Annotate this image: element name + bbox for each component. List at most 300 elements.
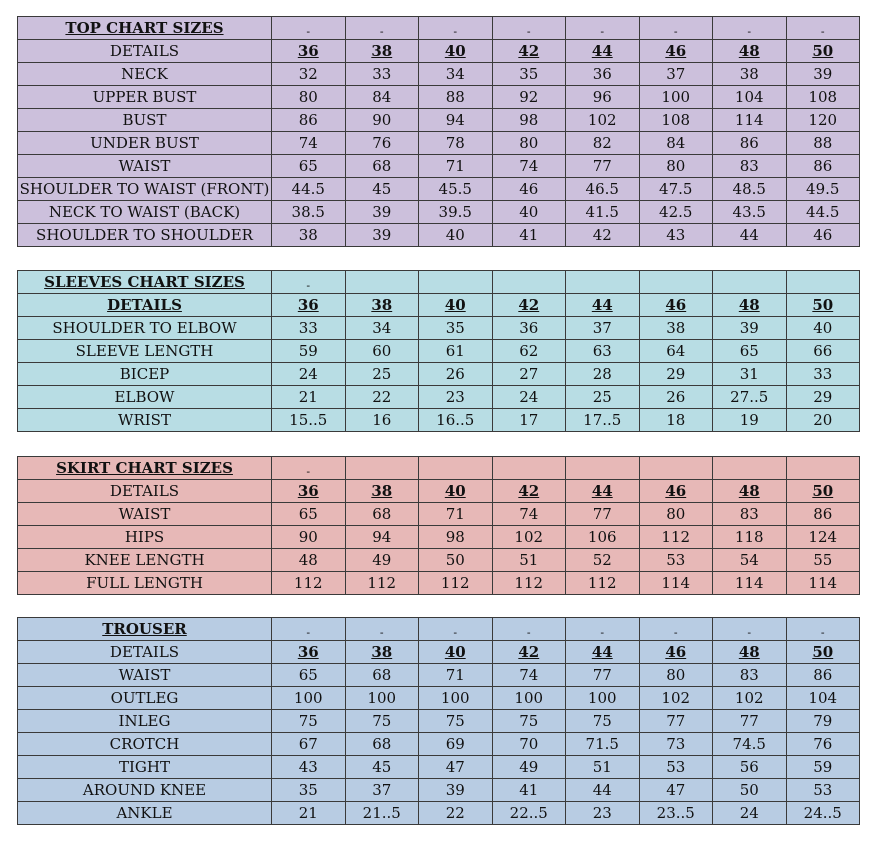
value-cell: 45.5 [419, 178, 493, 201]
size-header: 40 [419, 294, 493, 317]
value-cell: 98 [419, 526, 493, 549]
table-row [18, 224, 860, 247]
header-row [18, 40, 860, 63]
value-cell: 20 [786, 409, 860, 432]
value-cell: 37 [566, 317, 640, 340]
size-header: 44 [566, 641, 640, 664]
row-label: WRIST [18, 409, 272, 432]
value-cell: 38 [639, 317, 713, 340]
value-cell: 42.5 [639, 201, 713, 224]
dash-cell: - [345, 17, 419, 40]
value-cell: 90 [345, 109, 419, 132]
size-header: 38 [345, 40, 419, 63]
value-cell: 16 [345, 409, 419, 432]
table-row [18, 63, 860, 86]
value-cell: 71 [419, 155, 493, 178]
value-cell: 53 [786, 779, 860, 802]
value-cell: 22..5 [492, 802, 566, 825]
value-cell: 98 [492, 109, 566, 132]
value-cell: 124 [786, 526, 860, 549]
value-cell: 28 [566, 363, 640, 386]
row-label: WAIST [18, 503, 272, 526]
value-cell: 63 [566, 340, 640, 363]
dash-cell: - [786, 618, 860, 641]
table-row [18, 340, 860, 363]
table-row [18, 526, 860, 549]
value-cell: 102 [492, 526, 566, 549]
size-header: 44 [566, 294, 640, 317]
value-cell: 84 [345, 86, 419, 109]
value-cell: 33 [786, 363, 860, 386]
value-cell: 35 [492, 63, 566, 86]
value-cell: 59 [272, 340, 346, 363]
value-cell: 70 [492, 733, 566, 756]
dash-cell [492, 271, 566, 294]
value-cell: 100 [345, 687, 419, 710]
value-cell: 79 [786, 710, 860, 733]
value-cell: 17..5 [566, 409, 640, 432]
size-header: 38 [345, 480, 419, 503]
dash-cell: - [492, 618, 566, 641]
table-row [18, 503, 860, 526]
table-title: TROUSER [18, 618, 272, 641]
details-label: DETAILS [18, 294, 272, 317]
value-cell: 90 [272, 526, 346, 549]
value-cell: 73 [639, 733, 713, 756]
table-row [18, 178, 860, 201]
row-label: NECK [18, 63, 272, 86]
value-cell: 78 [419, 132, 493, 155]
details-label: DETAILS [18, 480, 272, 503]
value-cell: 65 [272, 664, 346, 687]
value-cell: 25 [345, 363, 419, 386]
value-cell: 68 [345, 155, 419, 178]
size-header: 46 [639, 641, 713, 664]
size-header: 36 [272, 40, 346, 63]
value-cell: 96 [566, 86, 640, 109]
table-row [18, 710, 860, 733]
value-cell: 39.5 [419, 201, 493, 224]
value-cell: 77 [566, 503, 640, 526]
value-cell: 68 [345, 733, 419, 756]
size-header: 40 [419, 40, 493, 63]
dash-cell [639, 457, 713, 480]
dash-cell: - [492, 17, 566, 40]
value-cell: 114 [786, 572, 860, 595]
row-label: ELBOW [18, 386, 272, 409]
value-cell: 61 [419, 340, 493, 363]
size-header: 40 [419, 641, 493, 664]
row-label: WAIST [18, 155, 272, 178]
value-cell: 75 [272, 710, 346, 733]
value-cell: 80 [492, 132, 566, 155]
value-cell: 114 [713, 572, 787, 595]
value-cell: 39 [786, 63, 860, 86]
value-cell: 80 [639, 155, 713, 178]
table-row [18, 733, 860, 756]
value-cell: 86 [713, 132, 787, 155]
dash-cell: - [272, 618, 346, 641]
size-header: 38 [345, 641, 419, 664]
value-cell: 40 [419, 224, 493, 247]
table-row [18, 664, 860, 687]
value-cell: 48.5 [713, 178, 787, 201]
value-cell: 68 [345, 664, 419, 687]
dash-cell [345, 271, 419, 294]
value-cell: 62 [492, 340, 566, 363]
dash-cell [566, 457, 640, 480]
value-cell: 38 [713, 63, 787, 86]
dash-cell: - [272, 457, 346, 480]
size-header: 50 [786, 641, 860, 664]
value-cell: 80 [639, 664, 713, 687]
value-cell: 34 [345, 317, 419, 340]
value-cell: 35 [272, 779, 346, 802]
value-cell: 51 [566, 756, 640, 779]
value-cell: 77 [713, 710, 787, 733]
row-label: SLEEVE LENGTH [18, 340, 272, 363]
row-label: KNEE LENGTH [18, 549, 272, 572]
value-cell: 86 [786, 155, 860, 178]
value-cell: 112 [492, 572, 566, 595]
value-cell: 46 [786, 224, 860, 247]
value-cell: 48 [272, 549, 346, 572]
row-label: BUST [18, 109, 272, 132]
row-label: HIPS [18, 526, 272, 549]
value-cell: 66 [786, 340, 860, 363]
value-cell: 102 [713, 687, 787, 710]
value-cell: 26 [419, 363, 493, 386]
value-cell: 77 [639, 710, 713, 733]
value-cell: 43.5 [713, 201, 787, 224]
dash-cell: - [713, 17, 787, 40]
value-cell: 74.5 [713, 733, 787, 756]
value-cell: 36 [492, 317, 566, 340]
value-cell: 39 [419, 779, 493, 802]
dash-cell [786, 271, 860, 294]
value-cell: 41 [492, 224, 566, 247]
value-cell: 49.5 [786, 178, 860, 201]
row-label: OUTLEG [18, 687, 272, 710]
value-cell: 44.5 [272, 178, 346, 201]
value-cell: 80 [272, 86, 346, 109]
value-cell: 65 [713, 340, 787, 363]
value-cell: 52 [566, 549, 640, 572]
value-cell: 83 [713, 503, 787, 526]
value-cell: 39 [345, 224, 419, 247]
value-cell: 45 [345, 178, 419, 201]
table-row [18, 409, 860, 432]
value-cell: 71 [419, 503, 493, 526]
dash-cell: - [566, 618, 640, 641]
size-header: 42 [492, 480, 566, 503]
table-title-row [18, 457, 860, 480]
row-label: CROTCH [18, 733, 272, 756]
value-cell: 33 [272, 317, 346, 340]
dash-cell: - [419, 17, 493, 40]
value-cell: 86 [786, 503, 860, 526]
table-title-row [18, 17, 860, 40]
value-cell: 17 [492, 409, 566, 432]
size-header: 44 [566, 40, 640, 63]
value-cell: 88 [786, 132, 860, 155]
dash-cell: - [786, 17, 860, 40]
table-title: TOP CHART SIZES [18, 17, 272, 40]
row-label: ANKLE [18, 802, 272, 825]
table-row [18, 779, 860, 802]
table-row [18, 155, 860, 178]
dash-cell [713, 457, 787, 480]
value-cell: 112 [345, 572, 419, 595]
header-row [18, 294, 860, 317]
value-cell: 29 [786, 386, 860, 409]
value-cell: 29 [639, 363, 713, 386]
value-cell: 108 [639, 109, 713, 132]
table-row [18, 802, 860, 825]
value-cell: 22 [345, 386, 419, 409]
value-cell: 88 [419, 86, 493, 109]
dash-cell [419, 457, 493, 480]
row-label: BICEP [18, 363, 272, 386]
value-cell: 68 [345, 503, 419, 526]
value-cell: 112 [566, 572, 640, 595]
value-cell: 64 [639, 340, 713, 363]
row-label: FULL LENGTH [18, 572, 272, 595]
value-cell: 47.5 [639, 178, 713, 201]
value-cell: 34 [419, 63, 493, 86]
value-cell: 38 [272, 224, 346, 247]
top-chart-table [17, 16, 860, 247]
table-title: SKIRT CHART SIZES [18, 457, 272, 480]
row-label: SHOULDER TO SHOULDER [18, 224, 272, 247]
value-cell: 32 [272, 63, 346, 86]
table-row [18, 201, 860, 224]
value-cell: 27 [492, 363, 566, 386]
value-cell: 42 [566, 224, 640, 247]
size-header: 42 [492, 641, 566, 664]
value-cell: 27..5 [713, 386, 787, 409]
value-cell: 100 [639, 86, 713, 109]
table-row [18, 132, 860, 155]
value-cell: 24 [272, 363, 346, 386]
size-header: 40 [419, 480, 493, 503]
size-header: 48 [713, 641, 787, 664]
value-cell: 21 [272, 386, 346, 409]
size-header: 50 [786, 40, 860, 63]
value-cell: 33 [345, 63, 419, 86]
value-cell: 26 [639, 386, 713, 409]
value-cell: 41 [492, 779, 566, 802]
value-cell: 41.5 [566, 201, 640, 224]
table-row [18, 549, 860, 572]
size-header: 50 [786, 294, 860, 317]
value-cell: 108 [786, 86, 860, 109]
value-cell: 76 [786, 733, 860, 756]
value-cell: 94 [419, 109, 493, 132]
size-header: 46 [639, 480, 713, 503]
size-header: 46 [639, 40, 713, 63]
value-cell: 23..5 [639, 802, 713, 825]
value-cell: 23 [566, 802, 640, 825]
value-cell: 46 [492, 178, 566, 201]
value-cell: 47 [639, 779, 713, 802]
value-cell: 24 [492, 386, 566, 409]
value-cell: 43 [272, 756, 346, 779]
details-label: DETAILS [18, 641, 272, 664]
table-row [18, 386, 860, 409]
table-title: SLEEVES CHART SIZES [18, 271, 272, 294]
value-cell: 40 [492, 201, 566, 224]
value-cell: 23 [419, 386, 493, 409]
dash-cell: - [272, 271, 346, 294]
size-header: 48 [713, 40, 787, 63]
row-label: INLEG [18, 710, 272, 733]
dash-cell [345, 457, 419, 480]
value-cell: 77 [566, 155, 640, 178]
table-row [18, 86, 860, 109]
size-header: 44 [566, 480, 640, 503]
value-cell: 83 [713, 664, 787, 687]
size-header: 36 [272, 294, 346, 317]
value-cell: 106 [566, 526, 640, 549]
value-cell: 74 [272, 132, 346, 155]
row-label: UNDER BUST [18, 132, 272, 155]
header-row [18, 480, 860, 503]
value-cell: 15..5 [272, 409, 346, 432]
value-cell: 21..5 [345, 802, 419, 825]
size-header: 46 [639, 294, 713, 317]
value-cell: 40 [786, 317, 860, 340]
value-cell: 19 [713, 409, 787, 432]
trouser-chart-table [17, 617, 860, 825]
value-cell: 75 [345, 710, 419, 733]
value-cell: 53 [639, 549, 713, 572]
value-cell: 37 [345, 779, 419, 802]
value-cell: 100 [566, 687, 640, 710]
dash-cell: - [419, 618, 493, 641]
row-label: SHOULDER TO WAIST (FRONT) [18, 178, 272, 201]
value-cell: 51 [492, 549, 566, 572]
value-cell: 44 [566, 779, 640, 802]
value-cell: 102 [639, 687, 713, 710]
value-cell: 82 [566, 132, 640, 155]
value-cell: 77 [566, 664, 640, 687]
value-cell: 100 [419, 687, 493, 710]
value-cell: 86 [272, 109, 346, 132]
value-cell: 25 [566, 386, 640, 409]
value-cell: 83 [713, 155, 787, 178]
table-row [18, 756, 860, 779]
value-cell: 50 [713, 779, 787, 802]
value-cell: 75 [419, 710, 493, 733]
value-cell: 46.5 [566, 178, 640, 201]
size-header: 50 [786, 480, 860, 503]
row-label: TIGHT [18, 756, 272, 779]
value-cell: 44.5 [786, 201, 860, 224]
table-title-row [18, 271, 860, 294]
size-header: 38 [345, 294, 419, 317]
value-cell: 112 [639, 526, 713, 549]
table-title-row [18, 618, 860, 641]
value-cell: 43 [639, 224, 713, 247]
dash-cell [639, 271, 713, 294]
value-cell: 39 [713, 317, 787, 340]
value-cell: 92 [492, 86, 566, 109]
value-cell: 84 [639, 132, 713, 155]
value-cell: 112 [419, 572, 493, 595]
dash-cell: - [566, 17, 640, 40]
value-cell: 53 [639, 756, 713, 779]
value-cell: 100 [272, 687, 346, 710]
value-cell: 76 [345, 132, 419, 155]
value-cell: 74 [492, 503, 566, 526]
dash-cell: - [639, 618, 713, 641]
value-cell: 114 [639, 572, 713, 595]
value-cell: 75 [492, 710, 566, 733]
table-row [18, 317, 860, 340]
value-cell: 71 [419, 664, 493, 687]
dash-cell [786, 457, 860, 480]
details-label: DETAILS [18, 40, 272, 63]
value-cell: 16..5 [419, 409, 493, 432]
value-cell: 112 [272, 572, 346, 595]
value-cell: 38.5 [272, 201, 346, 224]
value-cell: 65 [272, 155, 346, 178]
header-row [18, 641, 860, 664]
value-cell: 45 [345, 756, 419, 779]
value-cell: 75 [566, 710, 640, 733]
row-label: NECK TO WAIST (BACK) [18, 201, 272, 224]
skirt-chart-table [17, 456, 860, 595]
size-header: 36 [272, 480, 346, 503]
row-label: AROUND KNEE [18, 779, 272, 802]
table-row [18, 572, 860, 595]
dash-cell [566, 271, 640, 294]
sleeves-chart-table [17, 270, 860, 432]
value-cell: 104 [713, 86, 787, 109]
value-cell: 104 [786, 687, 860, 710]
value-cell: 18 [639, 409, 713, 432]
value-cell: 22 [419, 802, 493, 825]
value-cell: 44 [713, 224, 787, 247]
value-cell: 39 [345, 201, 419, 224]
dash-cell [419, 271, 493, 294]
table-row [18, 687, 860, 710]
table-row [18, 363, 860, 386]
value-cell: 102 [566, 109, 640, 132]
value-cell: 100 [492, 687, 566, 710]
size-header: 42 [492, 40, 566, 63]
value-cell: 36 [566, 63, 640, 86]
value-cell: 65 [272, 503, 346, 526]
value-cell: 118 [713, 526, 787, 549]
value-cell: 49 [345, 549, 419, 572]
value-cell: 55 [786, 549, 860, 572]
value-cell: 114 [713, 109, 787, 132]
value-cell: 37 [639, 63, 713, 86]
row-label: WAIST [18, 664, 272, 687]
value-cell: 94 [345, 526, 419, 549]
value-cell: 60 [345, 340, 419, 363]
value-cell: 69 [419, 733, 493, 756]
dash-cell [713, 271, 787, 294]
dash-cell: - [345, 618, 419, 641]
size-header: 48 [713, 480, 787, 503]
dash-cell: - [639, 17, 713, 40]
table-row [18, 109, 860, 132]
value-cell: 80 [639, 503, 713, 526]
row-label: UPPER BUST [18, 86, 272, 109]
